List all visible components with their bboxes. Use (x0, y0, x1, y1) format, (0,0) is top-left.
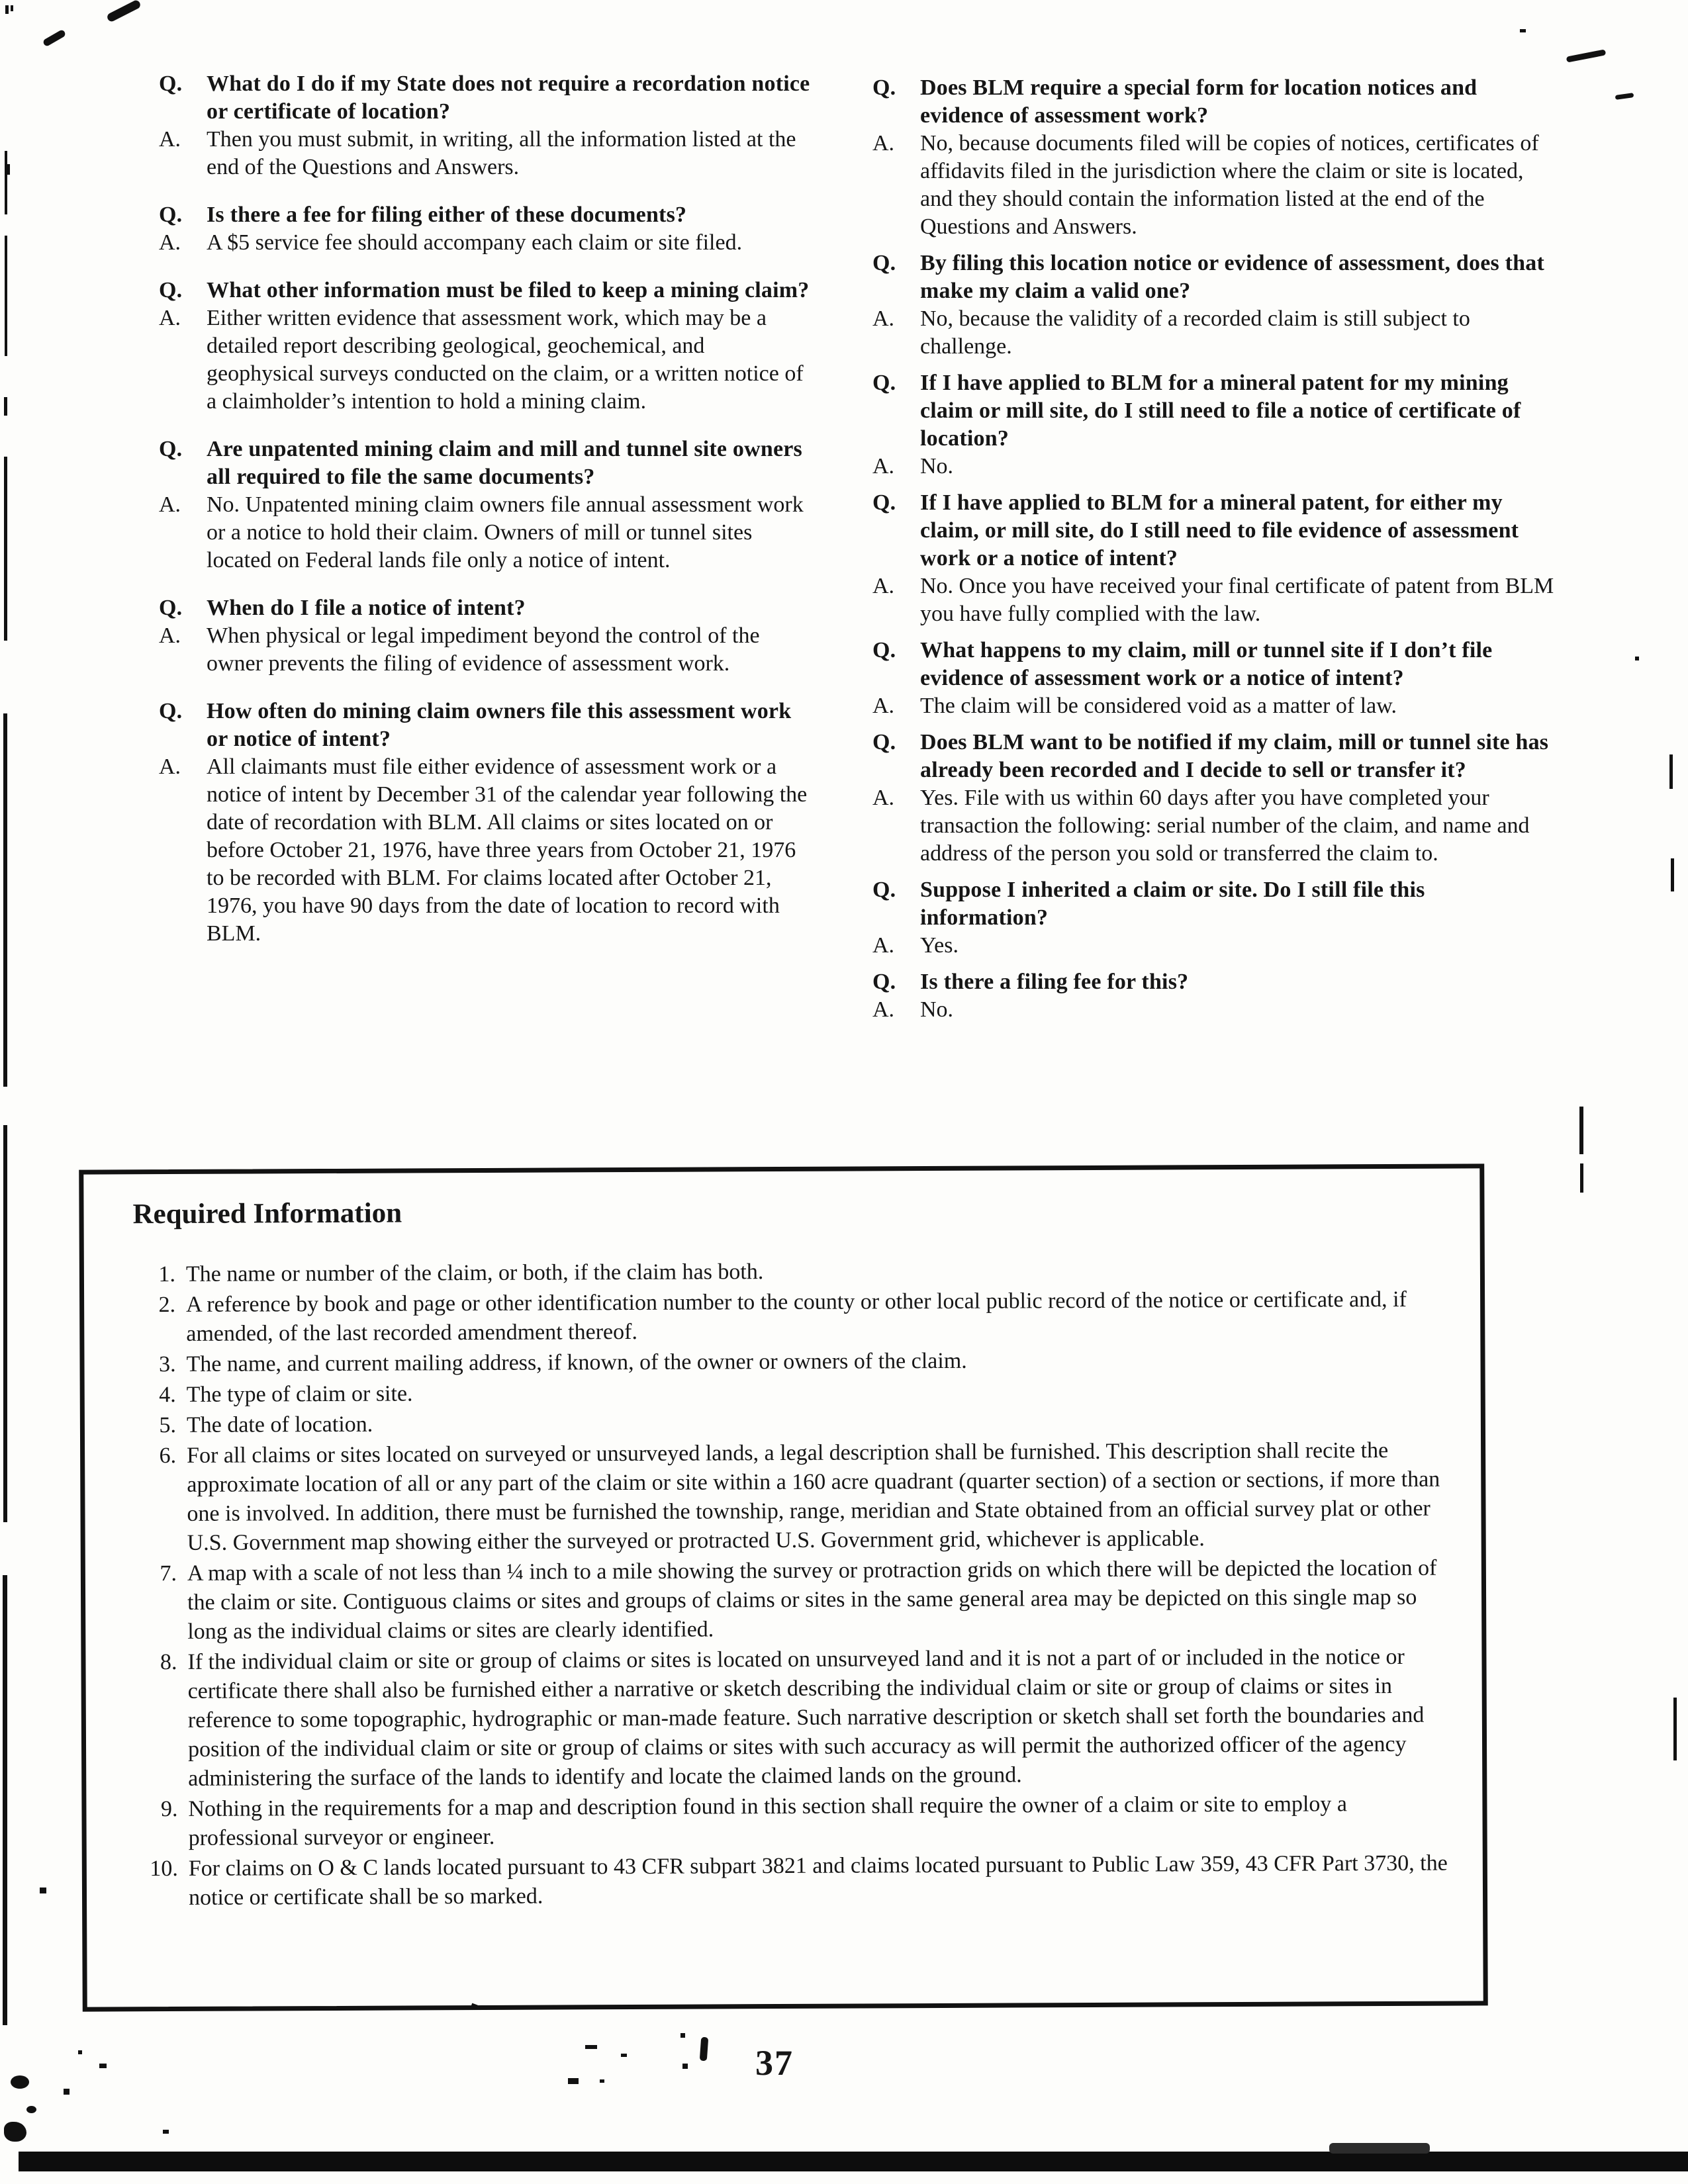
qa-block (872, 637, 1556, 720)
scan-artifact-left-line (3, 1125, 7, 1522)
answer-text: A $5 service fee should accompany each claim or site filed. (207, 230, 743, 255)
question-row (159, 698, 816, 753)
scan-artifact-right-dash (1579, 1107, 1583, 1154)
qa-block (159, 277, 816, 416)
answer-row (872, 996, 1556, 1024)
qa-block (872, 369, 1556, 480)
item-text: Nothing in the requirements for a map and description found in this section shall require the owner of a claim or site to employ a professional surveyor or engineer. (188, 1792, 1348, 1850)
answer-text: When physical or legal impediment beyond the control of the owner prevents the filing of evidence of assessment work. (207, 623, 760, 676)
qa-column-right (872, 74, 1556, 1032)
item-text: For all claims or sites located on surveyed or unsurveyed lands, a legal description shall be furnished. This description shall recite the approximate location of all or any part of the claim or site within a 160 acre quadrant (quarter section) of a section or sections, if more than one is involved. In addition, there must be furnished the township, range, meridian and State obtained from an official survey plat or other U.S. Government map showing either the surveyed or protracted U.S. Government grid, whichever is applicable. (187, 1438, 1440, 1555)
question-text: If I have applied to BLM for a mineral patent for my mining claim or mill site, do I still need to file a notice of certificate of location? (920, 371, 1521, 451)
scan-artifact-speck (26, 2106, 36, 2113)
required-information-item (133, 1255, 1462, 1290)
answer-label: A. (159, 623, 181, 648)
qa-block (872, 250, 1556, 361)
question-text: Does BLM want to be notified if my claim, mill or tunnel site has already been recorded and I decide to sell or transfer it? (920, 730, 1549, 782)
scan-artifact-smudge (42, 29, 67, 48)
question-row (159, 201, 816, 229)
question-row (159, 277, 816, 304)
answer-text: No. (920, 997, 954, 1022)
qa-block (159, 201, 816, 257)
item-number: 2. (158, 1293, 176, 1318)
answer-row (872, 305, 1556, 361)
qa-block (159, 698, 816, 948)
scan-artifact-speck (11, 5, 13, 11)
scan-artifact-speck (11, 2075, 29, 2089)
question-text: When do I file a notice of intent? (207, 596, 526, 620)
question-text: How often do mining claim owners file this assessment work or notice of intent? (207, 699, 792, 751)
required-information-item (134, 1436, 1463, 1559)
question-text: Suppose I inherited a claim or site. Do I still file this information? (920, 878, 1425, 930)
answer-label: A. (872, 131, 895, 156)
item-number: 5. (159, 1413, 177, 1438)
required-information-box (79, 1163, 1488, 2011)
answer-label: A. (872, 933, 895, 958)
question-text: What happens to my claim, mill or tunnel site if I don’t file evidence of assessment work or a notice of intent? (920, 638, 1493, 690)
question-text: Are unpatented mining claim and mill and tunnel site owners all required to file the same documents? (207, 437, 802, 489)
scan-artifact-smudge (1329, 2143, 1430, 2154)
page-number: 37 (755, 2043, 794, 2083)
scan-artifact-speck (568, 2078, 579, 2084)
answer-text: The claim will be considered void as a matter of law. (920, 694, 1397, 718)
scan-artifact-left-line (5, 236, 7, 356)
scan-artifact-speck (163, 2130, 169, 2134)
answer-row (872, 692, 1556, 720)
question-label: Q. (872, 638, 896, 662)
item-text: A map with a scale of not less than ¼ inch to a mile showing the survey or protraction grids on which there will be depicted the location of the claim or site. Contiguous claims or sites and groups of claims or sites in the same general area may be depicted on this single map so long as the individual claims or sites are clearly identified. (187, 1555, 1437, 1644)
question-row (872, 74, 1556, 130)
qa-block (159, 594, 816, 678)
scan-artifact-speck (1635, 657, 1639, 660)
question-row (872, 369, 1556, 453)
scan-artifact-smudge (106, 0, 142, 23)
scan-artifact-speck (1520, 29, 1526, 32)
question-label: Q. (872, 878, 896, 902)
answer-text: No. (920, 454, 954, 478)
required-information-item (134, 1375, 1462, 1410)
answer-text: Then you must submit, in writing, all the information listed at the end of the Questions and Answers. (207, 127, 796, 179)
item-number: 8. (160, 1649, 177, 1675)
scan-artifact-speck (5, 5, 9, 14)
question-row (872, 968, 1556, 996)
answer-label: A. (872, 454, 895, 478)
item-text: A reference by book and page or other identification number to the county or other local public record of the notice or certificate and, if amended, of the last recorded amendment thereof. (186, 1287, 1407, 1346)
question-label: Q. (159, 71, 183, 96)
question-label: Q. (872, 75, 896, 100)
scan-artifact-left-line (3, 713, 7, 1087)
question-label: Q. (159, 437, 183, 461)
answer-text: Yes. File with us within 60 days after you have completed your transaction the following: serial number of the claim, and name and address of the person you sold or transferred the claim to. (920, 786, 1530, 866)
answer-text: Yes. (920, 933, 959, 958)
answer-row (159, 304, 816, 416)
required-information-list (133, 1255, 1464, 1913)
question-label: Q. (159, 699, 183, 723)
answer-row (872, 784, 1556, 868)
item-text: The date of location. (186, 1412, 373, 1437)
scan-artifact-speck (40, 1888, 46, 1893)
question-row (159, 435, 816, 491)
answer-text: All claimants must file either evidence of assessment work or a notice of intent by December 31 of the calendar year following the date of recordation with BLM. All claims or sites located on or before October 21, 1976, have three years from October 21, 1976 to be recorded with BLM. For claims located after October 21, 1976, you have 90 days from the date of location to record with BLM. (207, 754, 808, 946)
item-text: The name or number of the claim, or both, if the claim has both. (185, 1259, 764, 1287)
question-label: Q. (159, 203, 183, 227)
scan-artifact-left-line (3, 1575, 7, 2025)
item-number: 6. (159, 1443, 177, 1469)
question-label: Q. (872, 251, 896, 275)
question-label: Q. (872, 970, 896, 994)
qa-block (159, 70, 816, 181)
item-text: The type of claim or site. (186, 1381, 413, 1407)
scan-artifact-right-dash (1671, 858, 1674, 891)
item-number: 3. (158, 1352, 176, 1377)
question-row (872, 729, 1556, 784)
answer-row (159, 753, 816, 948)
answer-row (872, 130, 1556, 241)
scan-artifact-speck (700, 2037, 708, 2062)
question-row (159, 70, 816, 126)
question-text: Is there a fee for filing either of these documents? (207, 203, 687, 227)
scan-artifact-right-dash (1580, 1163, 1583, 1193)
answer-text: No, because the validity of a recorded claim is still subject to challenge. (920, 306, 1470, 359)
scan-artifact-smudge (1566, 49, 1607, 62)
required-information-item (134, 1406, 1462, 1441)
required-information-title: Required Information (132, 1197, 402, 1230)
scan-artifact-speck (621, 2054, 627, 2057)
answer-label: A. (159, 754, 181, 779)
qa-block (872, 876, 1556, 960)
qa-block (872, 729, 1556, 868)
answer-row (159, 126, 816, 181)
required-information-item (136, 1849, 1464, 1913)
question-row (872, 250, 1556, 305)
scan-artifact-left-line (4, 397, 7, 416)
item-number: 10. (150, 1856, 178, 1882)
question-row (872, 876, 1556, 932)
question-text: What do I do if my State does not require a recordation notice or certificate of location? (207, 71, 810, 124)
question-row (872, 489, 1556, 572)
question-row (159, 594, 816, 622)
required-information-item (133, 1345, 1462, 1380)
answer-label: A. (872, 694, 895, 718)
question-text: If I have applied to BLM for a mineral patent, for either my claim, or mill site, do I still need to file evidence of assessment work or a notice of intent? (920, 490, 1519, 570)
answer-text: No, because documents filed will be copies of notices, certificates of affidavits filed in the jurisdiction where the claim or site is located, and they should contain the information listed at the end of the Questions and Answers. (920, 131, 1539, 239)
item-text: The name, and current mailing address, if known, of the owner or owners of the claim. (186, 1348, 967, 1377)
scan-artifact-smudge (1615, 93, 1634, 100)
scan-artifact-speck (99, 2064, 107, 2068)
question-text: Does BLM require a special form for location notices and evidence of assessment work? (920, 75, 1477, 128)
answer-label: A. (159, 306, 181, 330)
qa-column-left (159, 70, 816, 968)
required-information-item (134, 1643, 1464, 1794)
answer-row (159, 229, 816, 257)
qa-block (872, 968, 1556, 1024)
scan-artifact-right-dash (1673, 1698, 1677, 1760)
answer-text: No. Once you have received your final certificate of patent from BLM you have fully complied with the law. (920, 574, 1554, 626)
required-information-item (133, 1285, 1462, 1349)
answer-text: No. Unpatented mining claim owners file annual assessment work or a notice to hold their claim. Owners of mill or tunnel sites located on Federal lands file only a notice of intent. (207, 492, 804, 572)
item-number: 9. (160, 1796, 178, 1822)
answer-row (872, 932, 1556, 960)
answer-label: A. (159, 127, 181, 152)
qa-block (159, 435, 816, 574)
question-label: Q. (159, 596, 183, 620)
item-text: For claims on O & C lands located pursuant to 43 CFR subpart 3821 and claims located pursuant to Public Law 359, 43 CFR Part 3730, the notice or certificate shall be so marked. (188, 1850, 1448, 1910)
required-information-item (135, 1790, 1464, 1854)
scan-artifact-left-line (5, 151, 7, 214)
answer-row (159, 491, 816, 574)
question-text: Is there a filing fee for this? (920, 970, 1189, 994)
item-text: If the individual claim or site or group of claims or sites is located on unsurveyed land and it is not a part of or included in the notice or certificate there shall also be furnished either a narrative or sketch describing the individual claim or site or group of claims or sites in reference to some topographic, hydrographic or man-made feature. Such narrative description or sketch shall set forth the boundaries and position of the individual claim or site or group of claims or sites with such accuracy as will permit the authorized officer of the agency administering the surface of the lands to identify and locate the claimed lands on the ground. (187, 1644, 1425, 1791)
answer-label: A. (872, 306, 895, 331)
qa-block (872, 74, 1556, 241)
answer-text: Either written evidence that assessment work, which may be a detailed report describing geological, geochemical, and geophysical surveys conducted on the claim, or a written notice of a claimholder’s intention to hold a mining claim. (207, 306, 804, 414)
scan-artifact-bottom-bar (19, 2152, 1688, 2171)
question-label: Q. (872, 490, 896, 515)
scan-artifact-speck (600, 2079, 604, 2083)
qa-block (872, 489, 1556, 628)
answer-label: A. (872, 997, 895, 1022)
answer-row (159, 622, 816, 678)
item-number: 1. (158, 1262, 176, 1287)
scan-artifact-speck (7, 164, 10, 175)
answer-label: A. (159, 230, 181, 255)
question-text: What other information must be filed to keep a mining claim? (207, 278, 810, 302)
scan-artifact-speck (682, 2064, 688, 2069)
question-label: Q. (159, 278, 183, 302)
answer-label: A. (159, 492, 181, 517)
scan-artifact-left-line (4, 457, 7, 641)
answer-label: A. (872, 786, 895, 810)
question-label: Q. (872, 371, 896, 395)
scan-artifact-speck (4, 2122, 26, 2142)
required-information-item (134, 1554, 1464, 1647)
answer-row (872, 572, 1556, 628)
scan-artifact-speck (78, 2050, 82, 2054)
question-row (872, 637, 1556, 692)
item-number: 4. (159, 1383, 176, 1408)
scan-artifact-speck (585, 2045, 597, 2049)
scan-artifact-right-dash (1669, 754, 1673, 789)
scan-artifact-speck (680, 2033, 685, 2038)
answer-label: A. (872, 574, 895, 598)
question-text: By filing this location notice or evidence of assessment, does that make my claim a valid one? (920, 251, 1545, 303)
item-number: 7. (160, 1561, 177, 1586)
scan-artifact-speck (64, 2089, 70, 2095)
question-label: Q. (872, 730, 896, 754)
answer-row (872, 453, 1556, 480)
